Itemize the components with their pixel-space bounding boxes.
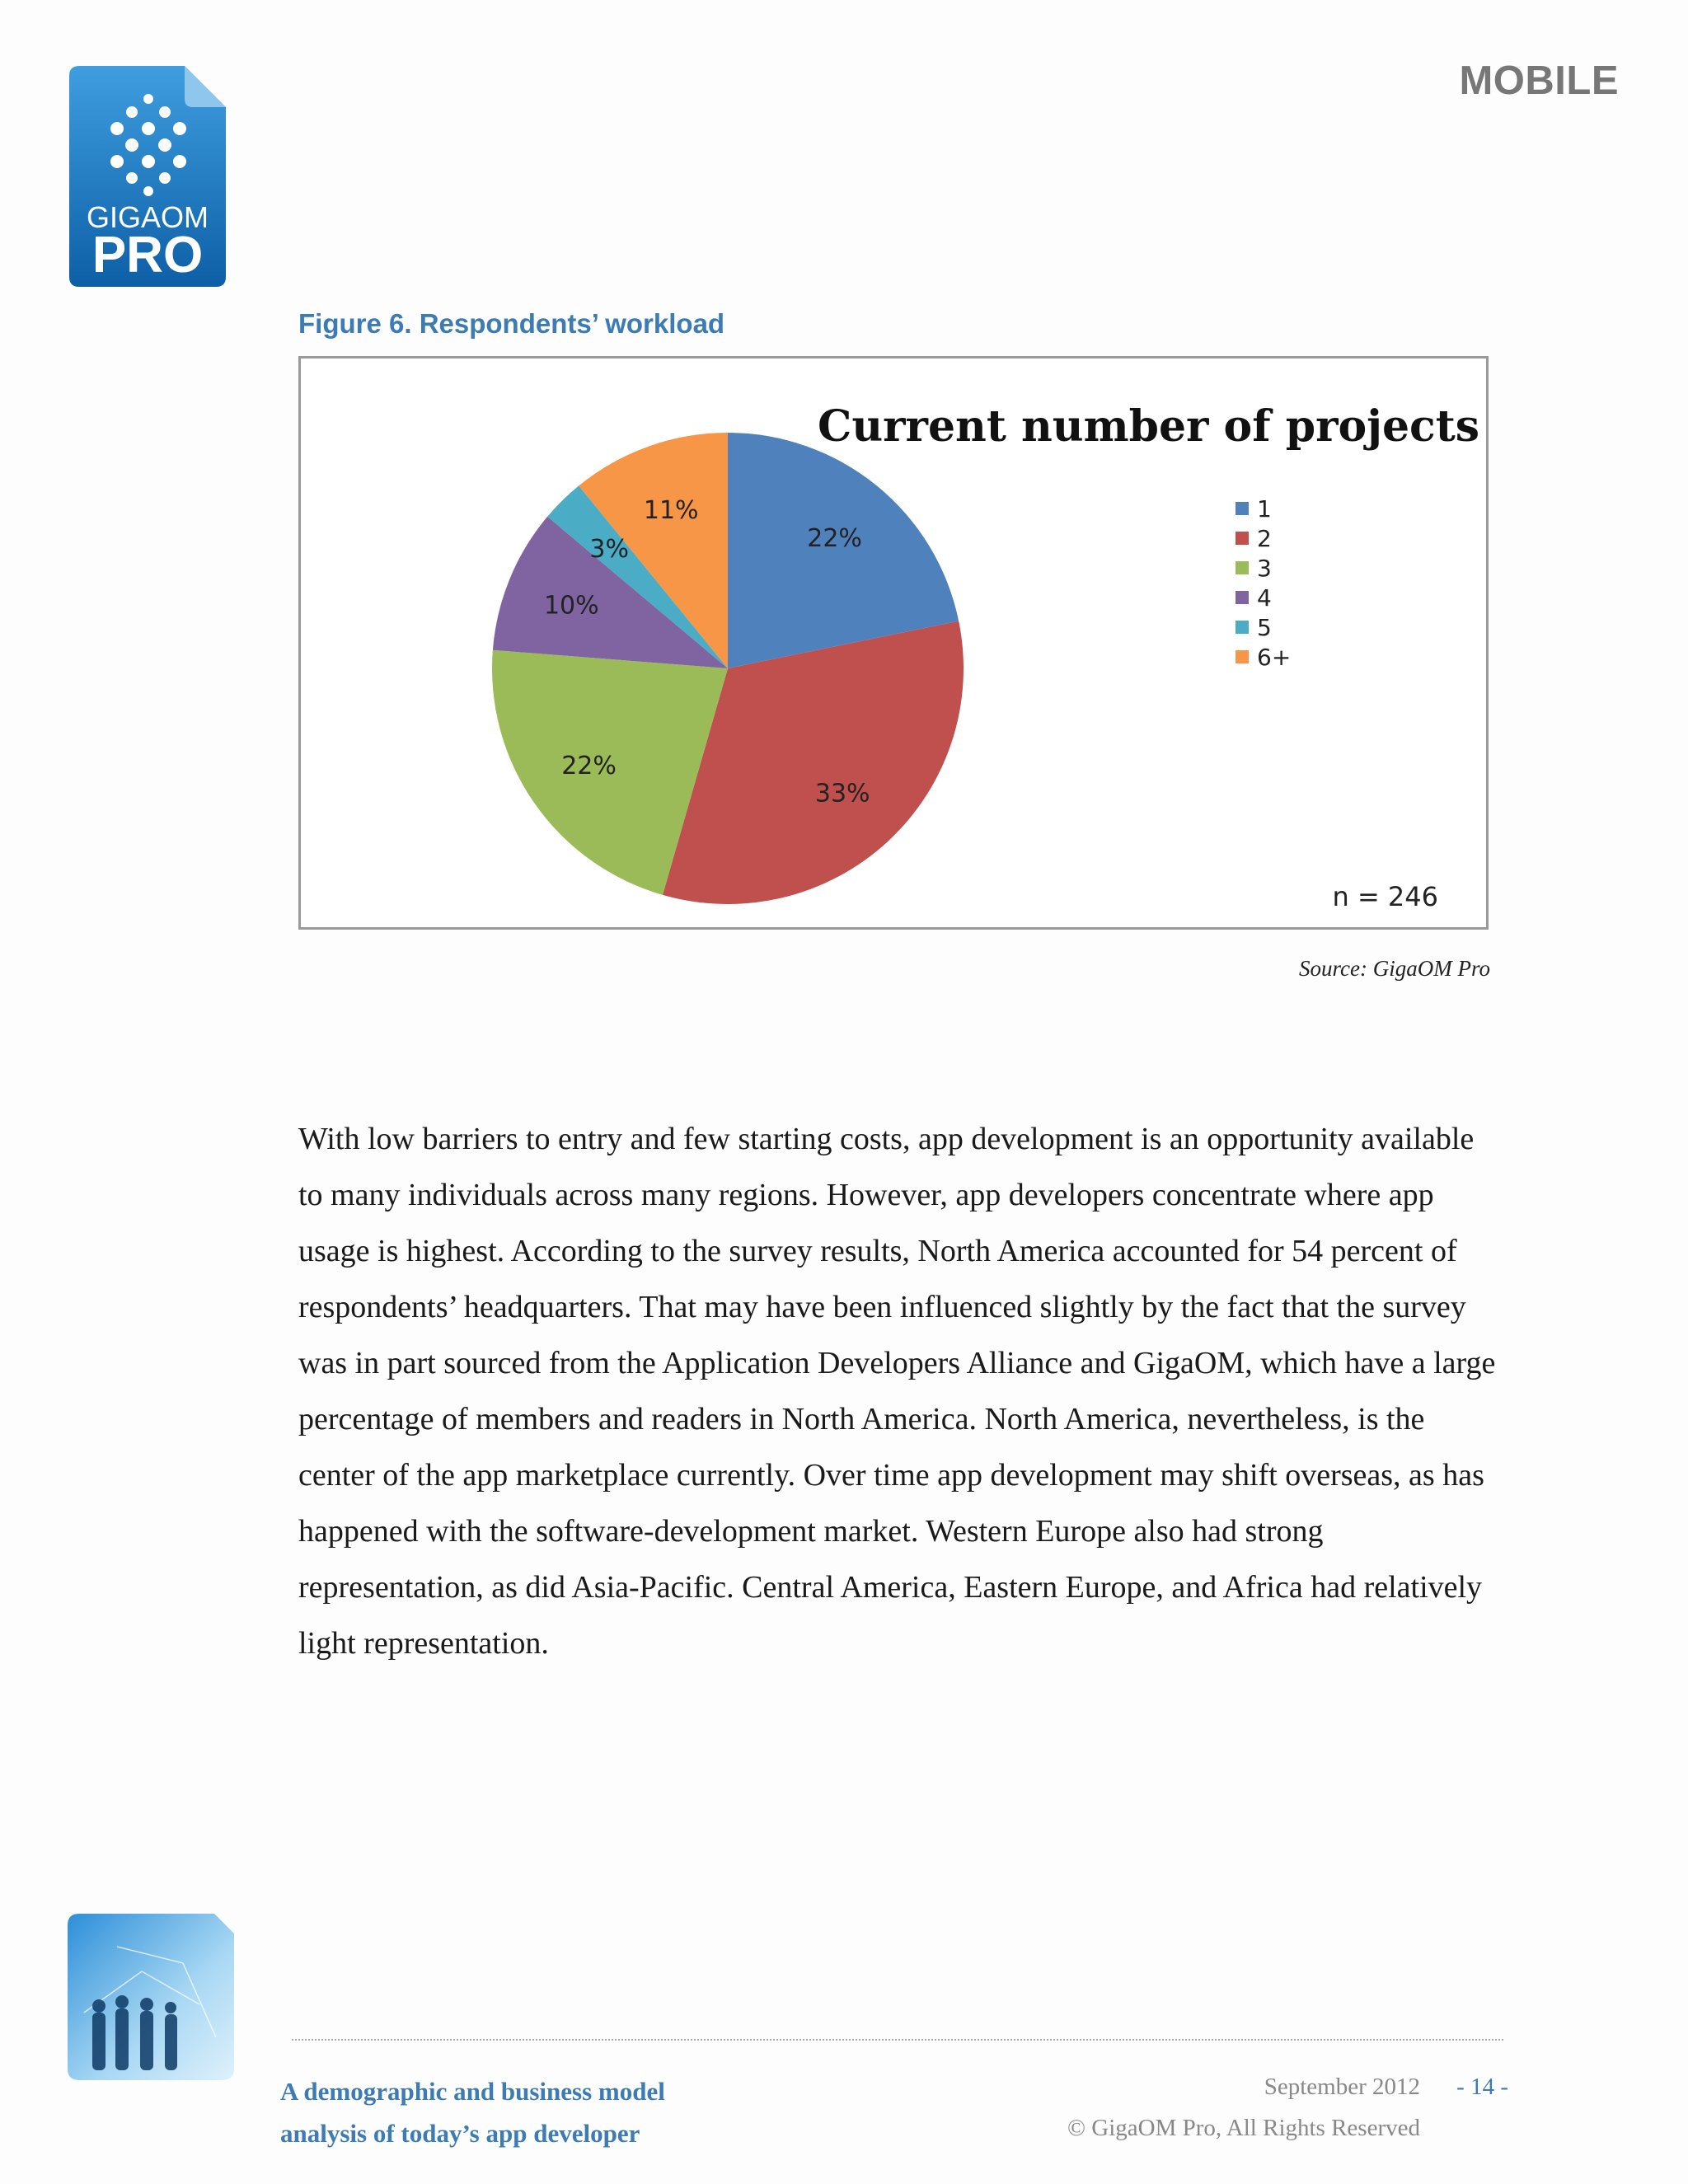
legend-item xyxy=(1236,555,1272,582)
figure-caption: Figure 6. Respondents’ workload xyxy=(298,308,725,339)
page-number: - 14 - xyxy=(1456,2074,1508,2100)
legend-label: 5 xyxy=(1257,614,1272,641)
pie-chart-svg xyxy=(301,359,1486,927)
legend-swatch xyxy=(1236,591,1249,604)
footer-title-line1: A demographic and business model xyxy=(280,2077,665,2106)
pie-slice-label: 10% xyxy=(543,591,599,621)
legend-item xyxy=(1236,644,1291,671)
body-paragraph: With low barriers to entry and few starting costs, app development is an opportunity available to many individuals across many regions. However, app developers concentrate where app usage is highest. According to the survey results, North America accounted for 54 percent of respondents’ headquarters. That may have been influenced slightly by the fact that the survey was in part sourced from the Application Developers Alliance and GigaOM, which have a large percentage of members and readers in North America. North America, nevertheless, is the center of the app marketplace currently. Over time app development may shift overseas, as has happened with the software-development market. Western Europe also had strong representation, as did Asia-Pacific. Central America, Eastern Europe, and Africa had relatively light representation. xyxy=(298,1122,1496,1661)
pie-slice-label: 22% xyxy=(807,524,862,554)
footer-title-line2: analysis of today’s app developer xyxy=(280,2119,640,2148)
legend-item xyxy=(1236,525,1272,552)
legend-swatch xyxy=(1236,502,1249,515)
gigaom-pro-logo xyxy=(69,66,226,287)
legend-label: 4 xyxy=(1257,584,1272,612)
figure-source: Source: GigaOM Pro xyxy=(1299,956,1490,981)
footer-divider xyxy=(292,2039,1503,2041)
chart-title: Current number of projects xyxy=(817,401,1479,452)
legend-item xyxy=(1236,495,1272,523)
legend-swatch xyxy=(1236,532,1249,545)
footer-report-title xyxy=(280,2070,857,2154)
legend-swatch xyxy=(1236,561,1249,574)
legend-item xyxy=(1236,584,1272,612)
pie-slice-label: 11% xyxy=(643,495,699,525)
business-people-network-image xyxy=(68,1914,234,2080)
logo-wordmark-bottom: PRO xyxy=(91,227,204,284)
footer-date: September 2012 xyxy=(1264,2074,1420,2100)
section-label: MOBILE xyxy=(1459,59,1619,103)
legend-label: 3 xyxy=(1257,555,1272,582)
pie-slice-label: 22% xyxy=(561,751,617,780)
logo-wordmark-top: GIGAOM xyxy=(86,200,209,234)
legend-label: 1 xyxy=(1257,495,1272,523)
legend-label: 6+ xyxy=(1257,644,1292,671)
legend-label: 2 xyxy=(1257,525,1272,552)
pie-slice-label: 33% xyxy=(814,779,870,808)
sample-size-annotation: n = 246 xyxy=(1332,881,1438,912)
legend-swatch xyxy=(1236,621,1249,634)
legend-item xyxy=(1236,614,1272,641)
pie-chart xyxy=(298,356,1489,930)
footer-copyright: © GigaOM Pro, All Rights Reserved xyxy=(1067,2115,1420,2141)
pie-slice-label: 3% xyxy=(589,534,629,564)
legend-swatch xyxy=(1236,650,1249,663)
